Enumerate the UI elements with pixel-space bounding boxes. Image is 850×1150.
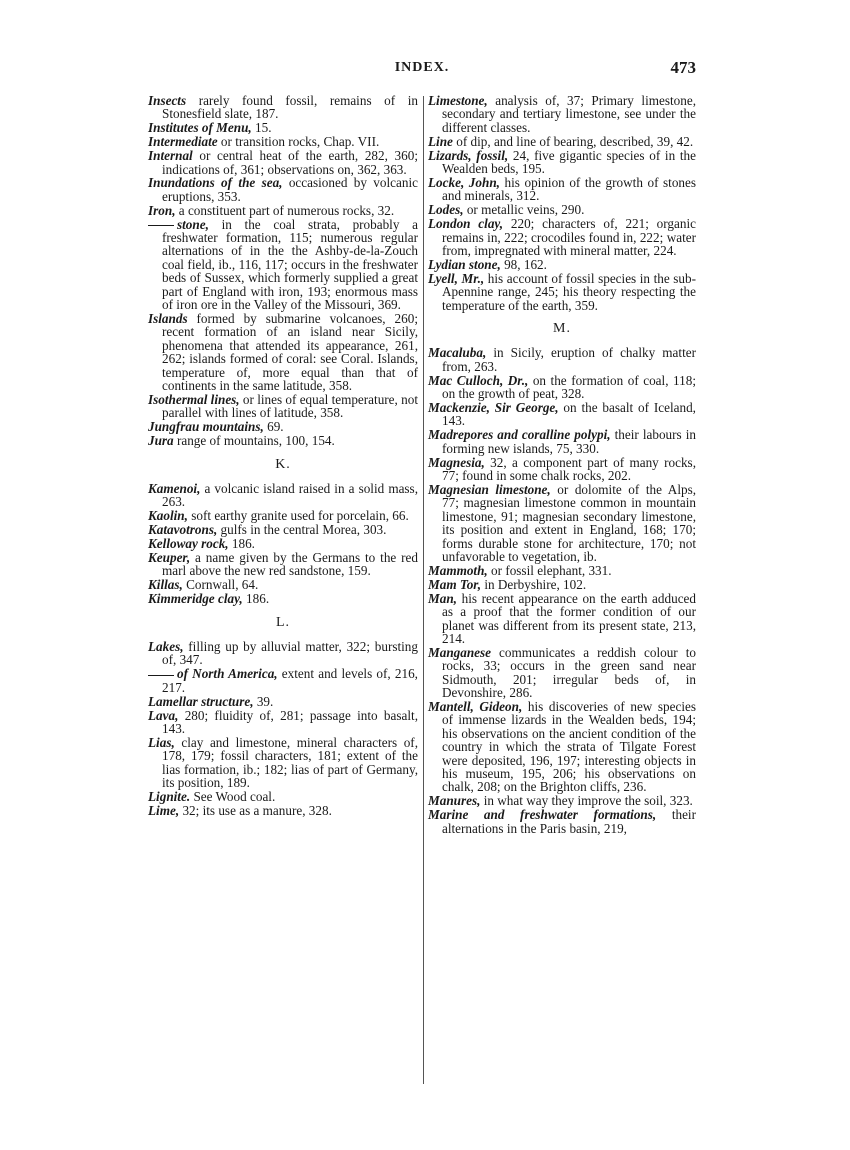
index-text: in what way they improve the soil, 323.	[480, 793, 693, 809]
index-text: 32; its use as a manure, 328.	[179, 802, 332, 818]
index-text: occasioned by volcanic eruptions, 353.	[162, 175, 418, 204]
index-entry	[148, 121, 418, 134]
index-term: Intermediate	[148, 134, 218, 150]
index-entry	[428, 794, 696, 807]
page-number: 473	[670, 58, 696, 77]
index-text: 186.	[228, 536, 255, 552]
index-text: or transition rocks, Chap. VII.	[217, 134, 380, 150]
index-text: 280; fluidity of, 281; passage into basalt, 143.	[162, 707, 418, 736]
index-text: their labours in forming new islands, 75, 330.	[442, 427, 696, 456]
index-term: Manures,	[428, 793, 481, 809]
index-text: 98, 162.	[500, 256, 547, 272]
index-term: Limestone,	[428, 93, 488, 108]
index-text: 24, five gigantic species of in the Wealden beds, 195.	[442, 147, 696, 177]
index-term: Katavotrons,	[148, 522, 218, 538]
index-entry	[148, 135, 418, 148]
index-text: range of mountains, 100, 154.	[173, 433, 335, 449]
index-text: 220; characters of, 221; organic remains in, 222; crocodiles found in, 222; water from, impregnated with mineral matter, 224.	[442, 216, 696, 258]
ditto-dash	[148, 225, 174, 226]
index-text: their alternations in the Paris basin, 219,	[442, 807, 696, 836]
index-entry	[148, 434, 418, 447]
index-term: Kelloway rock,	[148, 536, 229, 552]
index-column-right	[428, 94, 696, 836]
index-term: Kaolin,	[148, 508, 188, 524]
index-entry	[148, 695, 418, 708]
index-text: his recent appearance on the earth adduced as a proof that the former condition of our planet was different from its present state, 213, 214.	[442, 590, 696, 646]
index-entry	[148, 640, 418, 667]
index-entry	[148, 204, 418, 217]
index-text: or lines of equal temperature, not parallel with lines of latitude, 358.	[162, 391, 418, 421]
index-entry	[428, 456, 696, 483]
index-entry	[428, 700, 696, 794]
index-term: Kamenoi,	[148, 480, 201, 496]
index-term: Locke, John,	[428, 174, 500, 190]
index-term: Internal	[148, 148, 193, 164]
index-text: analysis of, 37; Primary limestone, secondary and tertiary limestone, see under the different classes.	[442, 93, 696, 135]
index-term: stone,	[177, 216, 209, 232]
index-term: Killas,	[148, 577, 183, 593]
index-term: Lodes,	[428, 202, 464, 218]
index-entry	[148, 790, 418, 803]
index-entry	[148, 94, 418, 121]
index-term: Mammoth,	[428, 562, 488, 578]
index-entry	[148, 736, 418, 790]
running-head	[148, 60, 696, 84]
index-term: Kimmeridge clay,	[148, 591, 243, 607]
index-text: or fossil elephant, 331.	[487, 562, 612, 578]
index-term: Jungfrau mountains,	[148, 419, 264, 435]
index-entry	[148, 804, 418, 817]
index-term: Islands	[148, 311, 188, 326]
section-letter: K.	[275, 456, 291, 472]
index-entry	[148, 551, 418, 578]
index-entry	[148, 312, 418, 392]
index-term: London clay,	[428, 216, 504, 232]
index-entry	[148, 393, 418, 420]
index-text: communicates a reddish colour to rocks, 33; occurs in the green sand near Sidmouth, 201; irregular beds of, in Devonshire, 286.	[442, 644, 696, 701]
index-term: Lava,	[148, 707, 179, 723]
index-entry	[148, 667, 418, 694]
index-entry	[428, 578, 696, 591]
index-entry	[148, 578, 418, 591]
index-entry	[428, 374, 696, 401]
index-text: a constituent part of numerous rocks, 32.	[175, 202, 395, 218]
index-text: gulfs in the central Morea, 303.	[217, 522, 387, 538]
index-column-left	[148, 94, 418, 818]
index-entry	[428, 401, 696, 428]
index-term: Marine and freshwater formations,	[428, 807, 657, 823]
index-text: a volcanic island raised in a solid mass, 263.	[162, 480, 418, 510]
index-entry	[148, 149, 418, 176]
section-letter: M.	[553, 321, 571, 336]
index-text: See Wood coal.	[190, 789, 276, 804]
index-term: Mam Tor,	[428, 576, 482, 592]
index-entry	[428, 646, 696, 700]
index-text: or metallic veins, 290.	[463, 202, 585, 218]
index-entry	[428, 203, 696, 216]
index-term: Mantell, Gideon,	[428, 698, 523, 714]
index-text: 69.	[263, 419, 284, 435]
index-text: his opinion of the growth of stones and minerals, 312.	[442, 174, 696, 204]
index-entry	[428, 808, 696, 835]
section-letter: L.	[275, 614, 291, 630]
index-text: on the formation of coal, 118; on the growth of peat, 328.	[442, 372, 696, 402]
index-term: Insects	[148, 93, 187, 108]
index-text: rarely found fossil, remains of in Stonesfield slate, 187.	[162, 93, 418, 122]
index-entry	[428, 94, 696, 134]
index-text: formed by submarine volcanoes, 260; recent formation of an island near Sicily, phenomena that attended its appearance, 261, 262; islands formed of coral: see Coral. Islands, temperature of, more equal than that of continents in the same latitude, 358.	[162, 311, 418, 394]
index-text: in the coal strata, probably a freshwater formation, 115; numerous regular alternations of in the the Ashby-de-la-Zouch coal field, ib., 116, 117; occurs in the freshwater beds of Sussex, which formerly supplied a great part of England with iron, 193; enormous mass of iron ore in the Valley of the Missouri, 369.	[162, 216, 418, 313]
column-divider	[423, 96, 424, 1084]
index-text: or dolomite of the Alps, 77; magnesian limestone common in mountain limestone, 91; magnesian secondary limestone, its position and extent in England, 168; 170; forms durable stone for architecture, 170; not unfavorable to vegetation, ib.	[442, 481, 697, 564]
index-entry	[428, 592, 696, 646]
index-text: a name given by the Germans to the red marl above the new red sandstone, 159.	[162, 550, 418, 579]
index-term: Mac Culloch, Dr.,	[428, 372, 529, 388]
index-text: on the basalt of Iceland, 143.	[442, 400, 696, 429]
index-term: Mackenzie, Sir George,	[428, 400, 559, 416]
index-text: 32, a component part of many rocks, 77; found in some chalk rocks, 202.	[442, 454, 696, 484]
index-entry	[148, 482, 418, 509]
index-term: Man,	[428, 590, 457, 606]
index-text: in Derbyshire, 102.	[481, 576, 587, 592]
index-text: filling up by alluvial matter, 322; bursting of, 347.	[162, 639, 418, 668]
index-term: Madrepores and coralline polypi,	[428, 427, 611, 443]
index-term: Magnesia,	[428, 454, 485, 470]
index-entry	[148, 592, 418, 605]
index-term: Lakes,	[148, 639, 184, 655]
index-term: Inundations of the sea,	[148, 175, 283, 191]
ditto-dash	[148, 675, 174, 676]
index-text: Cornwall, 64.	[182, 577, 259, 593]
index-text: soft earthy granite used for porcelain, 66.	[187, 508, 409, 524]
index-term: Lamellar structure,	[148, 693, 254, 709]
index-text: his discoveries of new species of immense lizards in the Wealden beds, 194; his observations on the ancient condition of the country in which the strata of Tilgate Forest were deposited, 196, 197; interesting objects in his museum, 195, 206; his observations on chalk, 208; on the Brighton cliffs, 236.	[442, 698, 696, 795]
index-entry	[428, 483, 696, 563]
index-entry	[428, 346, 696, 373]
index-entry	[148, 523, 418, 536]
index-term: Isothermal lines,	[148, 391, 240, 407]
index-term: Macaluba,	[428, 345, 487, 361]
index-term: Lias,	[148, 734, 175, 750]
index-entry	[428, 428, 696, 455]
index-text: 39.	[253, 693, 274, 709]
index-entry	[428, 176, 696, 203]
index-entry	[148, 420, 418, 433]
index-entry	[428, 217, 696, 257]
index-entry	[428, 258, 696, 271]
index-term: Iron,	[148, 202, 176, 218]
index-text: in Sicily, eruption of chalky matter from, 263.	[442, 345, 696, 374]
index-entry	[428, 149, 696, 176]
index-entry	[148, 218, 418, 312]
index-text: his account of fossil species in the sub-Apennine range, 245; his theory respecting the temperature of the earth, 359.	[442, 270, 697, 313]
index-term: Manganese	[428, 644, 492, 660]
index-entry	[148, 537, 418, 550]
index-entry	[148, 509, 418, 522]
index-entry	[148, 709, 418, 736]
index-term: Lignite.	[148, 789, 191, 804]
index-term: Institutes of Menu,	[148, 120, 252, 136]
index-text: or central heat of the earth, 282, 360; indications of, 361; observations on, 362, 363.	[162, 148, 418, 177]
index-term: Lydian stone,	[428, 256, 501, 272]
index-text: extent and levels of, 216, 217.	[162, 666, 418, 695]
index-entry	[428, 272, 696, 312]
index-text: 186.	[242, 591, 270, 607]
index-term: Magnesian limestone,	[428, 481, 551, 497]
index-entry	[428, 135, 696, 148]
index-term: Jura	[148, 433, 174, 449]
index-entry	[428, 564, 696, 577]
index-term: Lizards, fossil,	[428, 147, 509, 163]
index-text: clay and limestone, mineral characters of, 178, 179; fossil characters, 181; extent of the lias formation, ib.; 182; lias of part of Germany, its position, 189.	[162, 734, 418, 791]
index-term: Keuper,	[148, 550, 191, 565]
index-term: Line	[428, 133, 453, 149]
index-term: Lime,	[148, 802, 180, 818]
index-entry	[148, 176, 418, 203]
index-term: Lyell, Mr.,	[428, 270, 485, 286]
index-text: 15.	[251, 120, 272, 136]
page-title: INDEX.	[394, 60, 450, 75]
index-term: of North America,	[177, 666, 278, 682]
index-text: of dip, and line of bearing, described, 39, 42.	[452, 133, 694, 149]
